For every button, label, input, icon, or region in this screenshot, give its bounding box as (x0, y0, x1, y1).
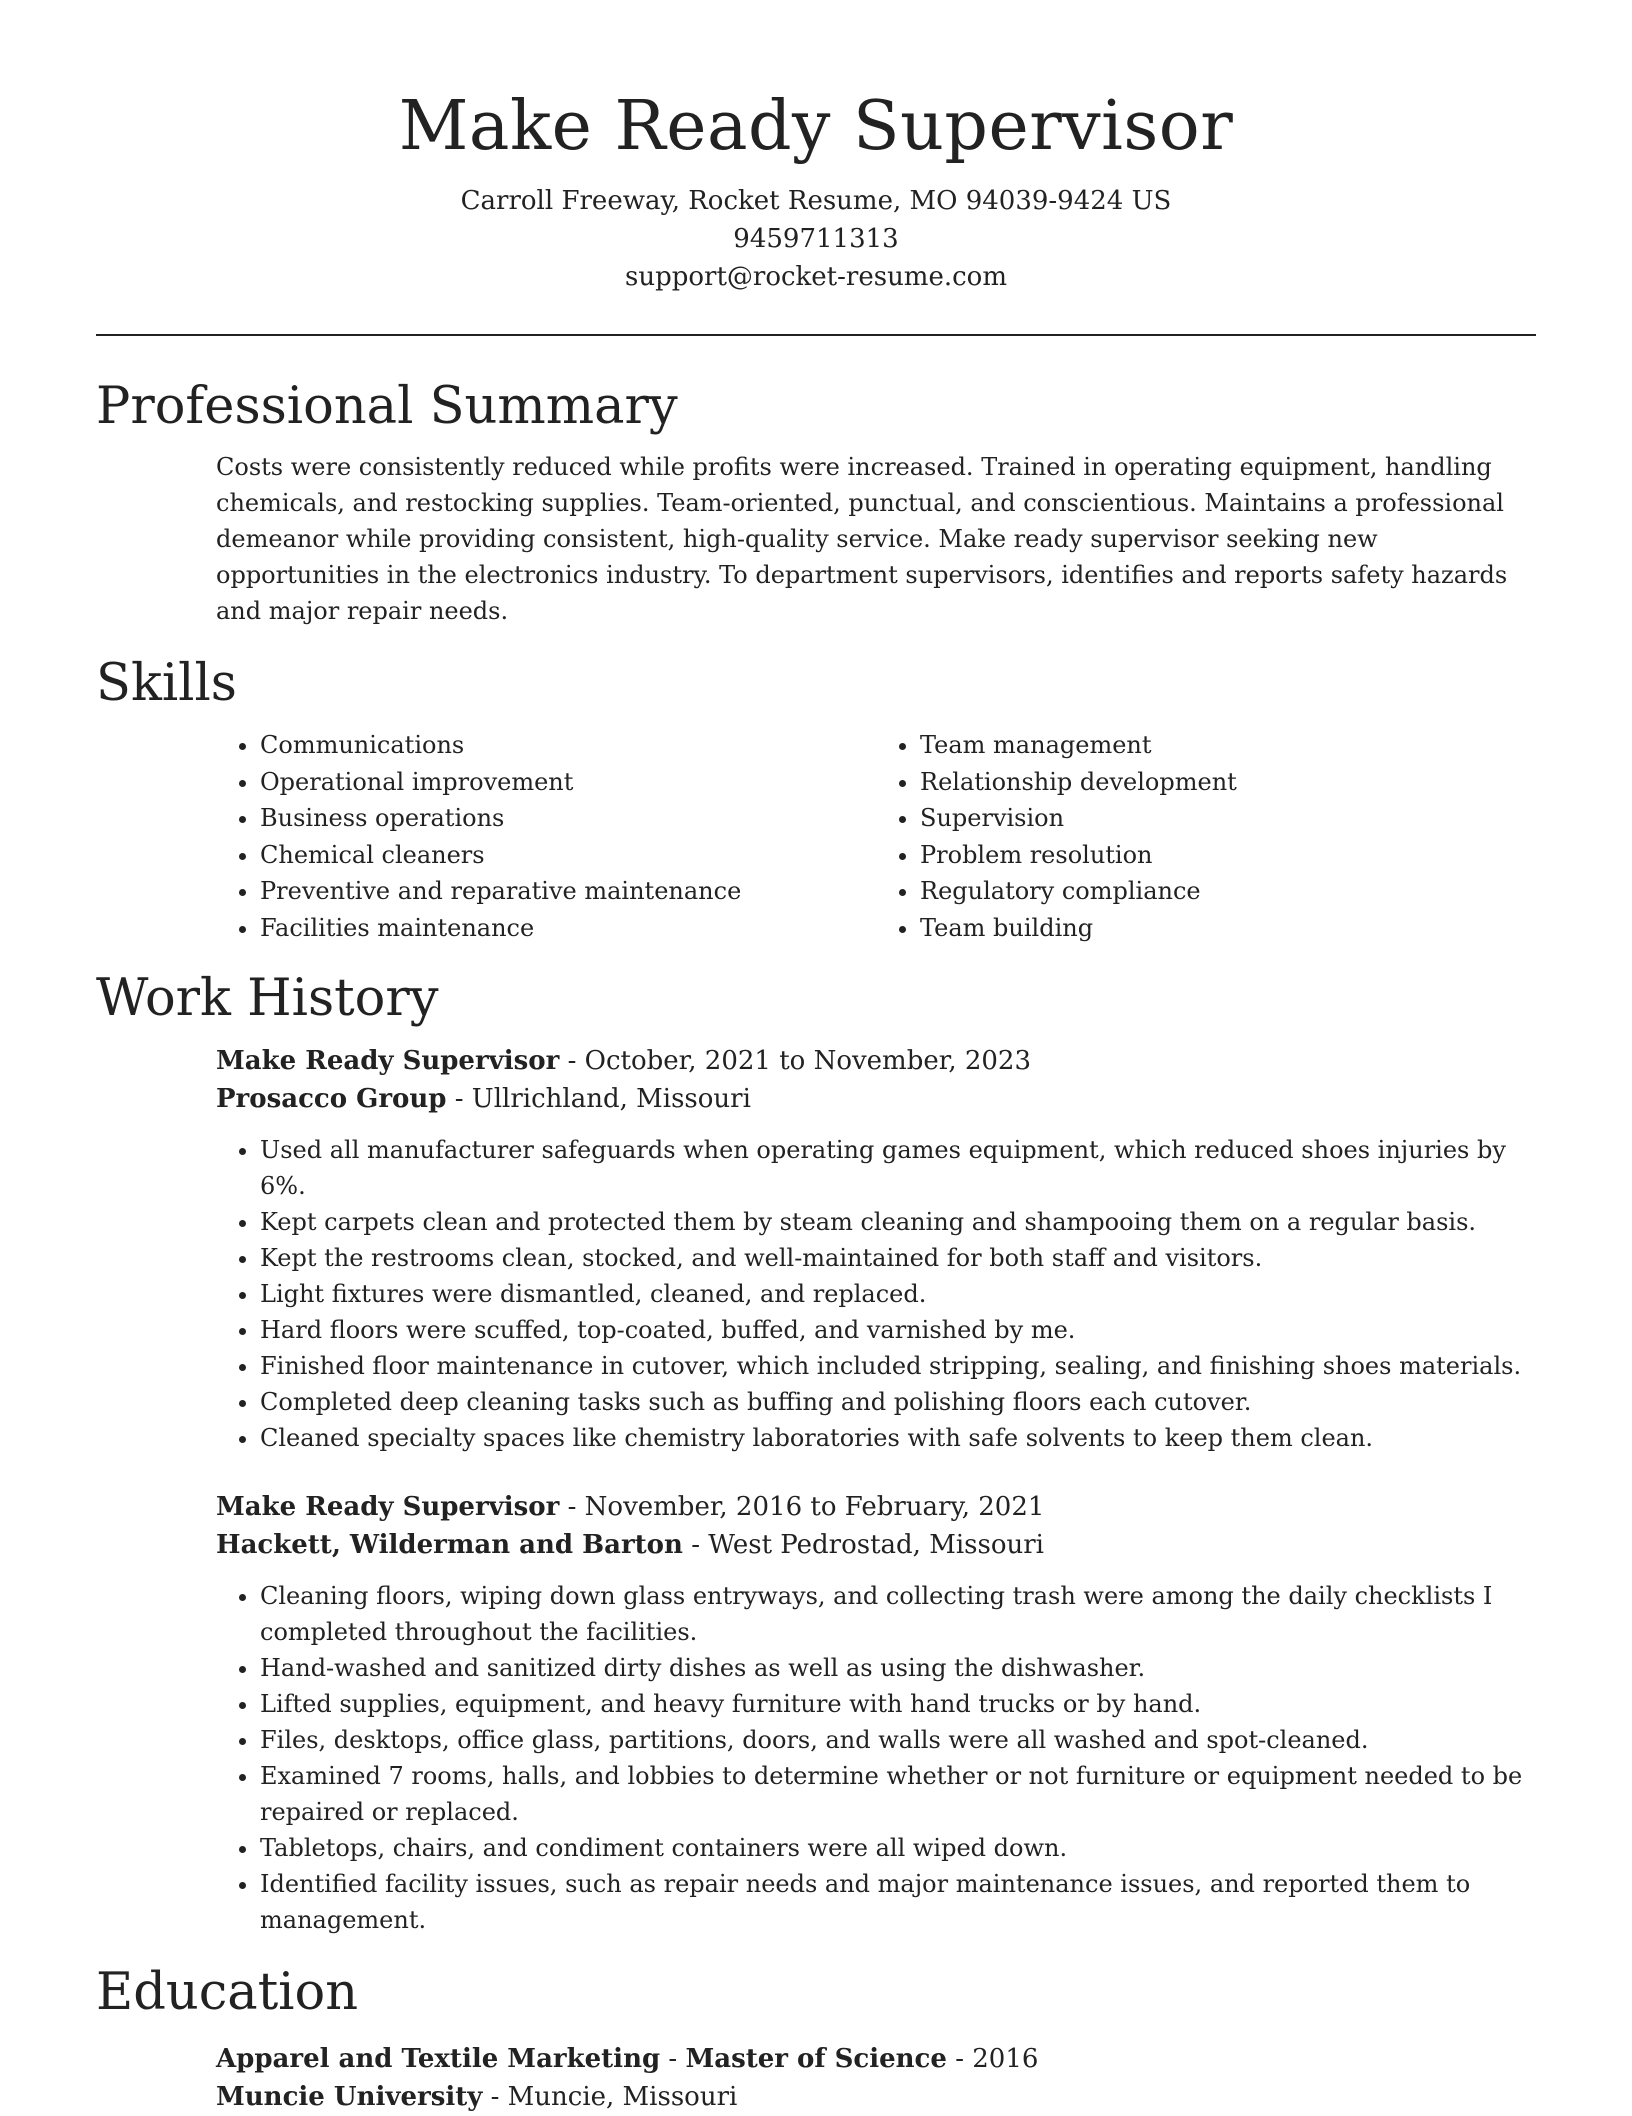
job-company: Hackett, Wilderman and Barton (216, 1530, 683, 1560)
job-location: West Pedrostad, Missouri (708, 1530, 1044, 1560)
job-bullet: • Cleaned specialty spaces like chemistry laboratories with safe solvents to keep them clean. (260, 1420, 1536, 1456)
header-divider (96, 334, 1536, 336)
job-location: Ullrichland, Missouri (471, 1084, 751, 1114)
skill-item: • Relationship development (920, 764, 1536, 801)
job-bullets (216, 1578, 1536, 1938)
skills-column-left (216, 727, 876, 946)
education-location: Muncie, Missouri (507, 2082, 738, 2112)
skill-item: • Team management (920, 727, 1536, 764)
skill-item: • Team building (920, 910, 1536, 947)
contact-address: Carroll Freeway, Rocket Resume, MO 94039-9424 US (460, 186, 1172, 216)
summary-text: Costs were consistently reduced while profits were increased. Trained in operating equipment, handling chemicals, and restocking supplies. Team-oriented, punctual, and conscientious. Maintains a professional demeanor while providing consistent, high-quality service. Make ready supervisor seeking new opportunities in the electronics industry. To department supervisors, identifies and reports safety hazards and major repair needs. (216, 453, 1508, 625)
skill-item: • Chemical cleaners (260, 837, 876, 874)
skill-item: • Preventive and reparative maintenance (260, 873, 876, 910)
job-title: Make Ready Supervisor (216, 1492, 560, 1522)
job-bullet: • Lifted supplies, equipment, and heavy furniture with hand trucks or by hand. (260, 1686, 1536, 1722)
job-bullet: • Identified facility issues, such as repair needs and major maintenance issues, and reported them to management. (260, 1866, 1536, 1938)
job-bullet: • Completed deep cleaning tasks such as buffing and polishing floors each cutover. (260, 1384, 1536, 1420)
job-bullet: • Hard floors were scuffed, top-coated, buffed, and varnished by me. (260, 1312, 1536, 1348)
job-bullet: • Examined 7 rooms, halls, and lobbies to determine whether or not furniture or equipment needed to be repaired or replaced. (260, 1758, 1536, 1830)
job-bullet: • Light fixtures were dismantled, cleaned, and replaced. (260, 1276, 1536, 1312)
skill-item: • Communications (260, 727, 876, 764)
job-bullet: • Kept carpets clean and protected them by steam cleaning and shampooing them on a regular basis. (260, 1204, 1536, 1240)
job-bullet: • Cleaning floors, wiping down glass entryways, and collecting trash were among the daily checklists I completed throughout the facilities. (260, 1578, 1536, 1650)
education-heading: Education (96, 1963, 359, 2022)
work-history-heading: Work History (96, 969, 439, 1028)
skill-item: • Business operations (260, 800, 876, 837)
resume-page (96, 0, 1536, 2116)
job-bullet: • Kept the restrooms clean, stocked, and well-maintained for both staff and visitors. (260, 1240, 1536, 1276)
education-field: Apparel and Textile Marketing (216, 2044, 661, 2074)
job-title-line: Make Ready Supervisor - October, 2021 to November, 2023 (216, 1046, 1032, 1076)
resume-header (96, 0, 1536, 296)
job-bullet: • Used all manufacturer safeguards when operating games equipment, which reduced shoes injuries by 6%. (260, 1132, 1536, 1204)
skill-item: • Facilities maintenance (260, 910, 876, 947)
job-bullets (216, 1132, 1536, 1456)
skill-item: • Regulatory compliance (920, 873, 1536, 910)
summary-heading: Professional Summary (96, 377, 678, 436)
skill-item: • Problem resolution (920, 837, 1536, 874)
job-dates: October, 2021 to November, 2023 (584, 1046, 1032, 1076)
resume-name: Make Ready Supervisor (398, 87, 1234, 166)
job-entry (216, 1488, 1536, 1938)
skill-item: • Supervision (920, 800, 1536, 837)
education-entry (216, 2040, 1536, 2116)
job-title-line: Make Ready Supervisor - November, 2016 to February, 2021 (216, 1492, 1045, 1522)
job-entry (216, 1042, 1536, 1456)
job-company: Prosacco Group (216, 1084, 447, 1114)
education-year: 2016 (972, 2044, 1039, 2074)
job-title: Make Ready Supervisor (216, 1046, 560, 1076)
contact-info (96, 182, 1536, 296)
education-degree: Master of Science (685, 2044, 947, 2074)
summary-section (216, 449, 1536, 629)
job-bullet: • Tabletops, chairs, and condiment containers were all wiped down. (260, 1830, 1536, 1866)
skills-heading: Skills (96, 654, 237, 713)
skills-column-right (876, 727, 1536, 946)
skill-item: • Operational improvement (260, 764, 876, 801)
job-company-line: Prosacco Group - Ullrichland, Missouri (216, 1084, 751, 1114)
job-bullet: • Files, desktops, office glass, partitions, doors, and walls were all washed and spot-cleaned. (260, 1722, 1536, 1758)
job-bullet: • Hand-washed and sanitized dirty dishes as well as using the dishwasher. (260, 1650, 1536, 1686)
job-bullet: • Finished floor maintenance in cutover, which included stripping, sealing, and finishing shoes materials. (260, 1348, 1536, 1384)
contact-phone: 9459711313 (733, 224, 899, 254)
contact-email: support@rocket-resume.com (624, 262, 1007, 292)
education-school-line: Muncie University - Muncie, Missouri (216, 2082, 738, 2112)
job-dates: November, 2016 to February, 2021 (584, 1492, 1045, 1522)
job-company-line: Hackett, Wilderman and Barton - West Pedrostad, Missouri (216, 1530, 1044, 1560)
education-school: Muncie University (216, 2082, 483, 2112)
skills-list (216, 727, 1536, 946)
education-degree-line: Apparel and Textile Marketing - Master of Science - 2016 (216, 2044, 1039, 2074)
